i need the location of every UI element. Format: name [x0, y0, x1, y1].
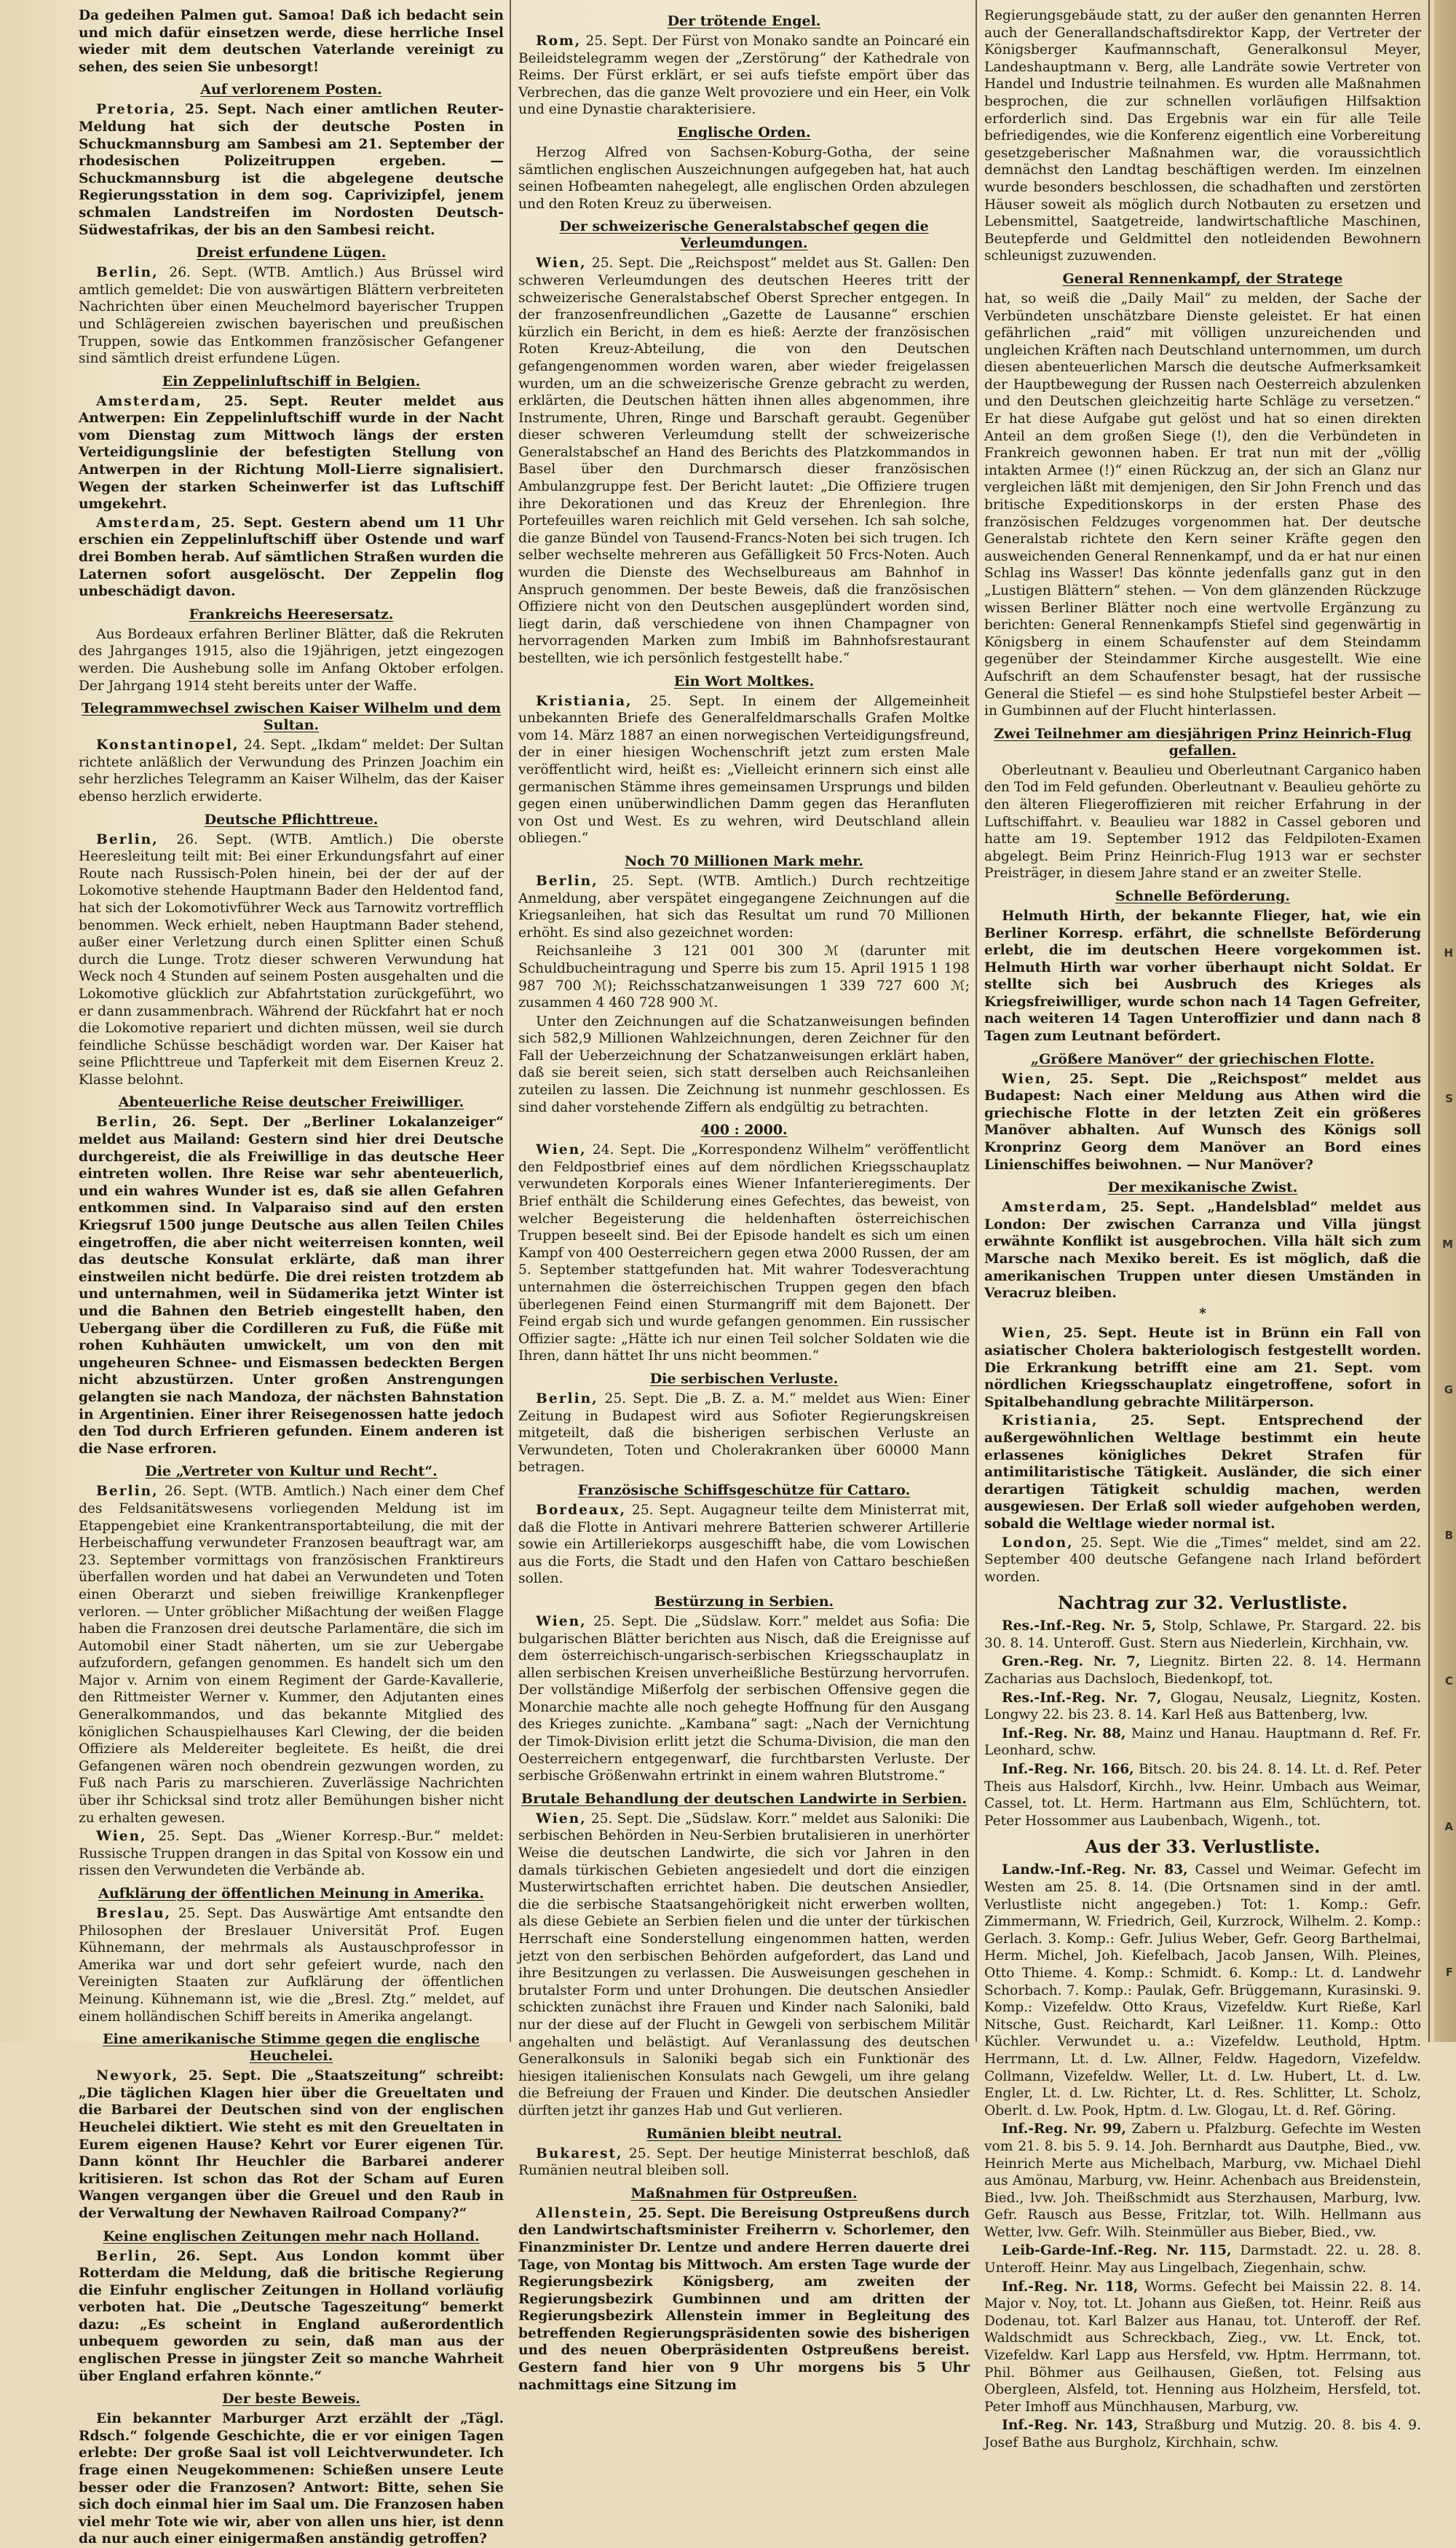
article-headline: Dreist erfundene Lügen.: [196, 245, 387, 261]
edge-letter: M: [1442, 1238, 1453, 1251]
article-headline: Eine amerikanische Stimme gegen die englische Heuchelei.: [102, 2031, 480, 2065]
dateline-place: Berlin,: [536, 1390, 598, 1406]
article-paragraph: [79, 737, 504, 805]
article-paragraph: [518, 1613, 970, 1785]
paragraph-text: 25. Sept. Das Auswärtige Amt entsandte den Philosophen der Breslauer Universität Prof. Eugen Kühnemann, der mehrmals als Austauschprofessor in Amerika war und dort sehr gefeiert wurde, nach den Vereinigten Staaten zur Aufklärung der öffentlichen Meinung. Kühnemann ist, wie die „Bresl. Ztg.“ meldet, auf einem holländischen Schiff bereits in Amerika angelangt.: [79, 1906, 504, 2025]
paragraph-text: 26. Sept. (WTB. Amtlich.) Aus Brüssel wird amtlich gemeldet: Die von auswärtigen Blättern verbreiteten Nachrichten über einen Meuchelmord bayerischer Truppen und Schlägereien zwischen bayerischen und preußischen Truppen, sowie das Entkommen französischer Gefangener sind sämtlich dreist erfundene Lügen.: [79, 265, 504, 367]
article-paragraph: [79, 626, 504, 695]
dateline-place: Wien,: [1002, 1071, 1053, 1087]
article-paragraph: [518, 1811, 970, 2120]
article-paragraph: [984, 908, 1421, 1045]
dateline-place: Berlin,: [96, 2248, 159, 2264]
article-paragraph: [518, 2145, 970, 2180]
paragraph-text: 25. Sept. (WTB. Amtlich.) Durch rechtzeitige Anmeldung, aber verspätet eingegangene Zeichnungen auf die Kriegsanleihen, hat sich das Resultat um rund 70 Millionen erhöht. Es sind also gezeichnet worden:: [518, 873, 970, 941]
article-paragraph: [984, 1325, 1421, 1411]
article-headline: Englische Orden.: [677, 124, 811, 141]
article-paragraph: [518, 1142, 970, 1365]
article-headline: Der schweizerische Generalstabschef gegen die Verleumdungen.: [559, 218, 929, 252]
dateline-place: Berlin,: [536, 873, 598, 889]
article-paragraph: [518, 33, 970, 119]
article-paragraph: [79, 515, 504, 601]
paragraph-text: 25. Sept. „Handelsblad“ meldet aus London: Der zwischen Carranza und Villa jüngst erwähnte Konflikt ist ausgebrochen. Villa hält sich zum Marsche nach Mexiko bereit. Es ist möglich, daß die amerikanischen Truppen unter diesen Umständen in Veracruz bleiben.: [984, 1200, 1421, 1302]
casualty-entry: [984, 1618, 1421, 1652]
article-paragraph: [79, 1828, 504, 1880]
article-paragraph: [518, 144, 970, 213]
column-1: [79, 7, 504, 2547]
paragraph-text: 24. Sept. „Ikdam“ meldet: Der Sultan richtete anläßlich der Verwundung des Prinzen Joachim ein sehr herzliches Telegramm an Kaiser Wilhelm, das der Kaiser ebenso herzlich erwiderte.: [79, 737, 504, 804]
paragraph-text: Da gedeihen Palmen gut. Samoa! Daß ich bedacht sein und mich dafür einsetzen werde, diese herrliche Insel wieder mit dem deutschen Vaterlande vereinigt zu sehen, des seien Sie unbesorgt!: [79, 8, 504, 75]
article-paragraph: [984, 290, 1421, 720]
column-3: [984, 7, 1422, 2450]
dateline-place: London,: [1002, 1535, 1074, 1551]
paragraph-text: 25. Sept. Die Bereisung Ostpreußens durch den Landwirtschaftsminister Freiherrn v. Schorlemer, den Finanzminister Dr. Lentze und andere Herren dauerte drei Tage, von Montag bis Mittwoch. Am ersten Tage wurde der Regierungsbezirk Königsberg, am zweiten der Regierungsbezirk Gumbinnen und am dritten der Regierungsbezirk Allenstein immer in Begleitung des betreffenden Regierungspräsidenten sowie des bisherigen und des neuen Oberpräsidenten Ostpreußens bereist. Gestern fand hier von 9 Uhr morgens bis 5 Uhr nachmittags eine Sitzung im: [518, 2205, 970, 2393]
article-paragraph: [79, 1114, 504, 1457]
article-headline: Abenteuerliche Reise deutscher Freiwilliger.: [118, 1094, 464, 1111]
paragraph-text: 24. Sept. Die „Korrespondenz Wilhelm“ veröffentlicht den Feldpostbrief eines auf dem nördlichen Kriegsschauplatz verwundeten Korporals eines Wiener Infanterieregiments. Der Brief enthält die Schilderung eines Gefechtes, das beweist, von welcher Begeisterung die heldenhaften österreichischen Truppen beseelt sind. Bei der Episode handelt es sich um einen Kampf von 400 Oesterreichern gegen etwa 2000 Russen, der am 5. September stattgefunden hat. Mit wahrer Todesverachtung unternahmen die österreichischen Truppen gegen den bfach überlegenen Feind einen Sturmangriff mit dem Bajonett. Der Feind ergab sich und wurde gefangen genommen. Ein russischer Offizier sagte: „Hätte ich nur einen Teil solcher Soldaten wie die Ihren, dann hättet Ihr uns nicht beommen.“: [518, 1142, 970, 1364]
paragraph-text: Aus Bordeaux erfahren Berliner Blätter, daß die Rekruten des Jahrganges 1915, also die 19jährigen, jetzt eingezogen werden. Die Aushebung solle im Anfang Oktober erfolgen. Der Jahrgang 1914 steht bereits unter der Waffe.: [79, 626, 504, 694]
paragraph-text: 25. Sept. Wie die „Times“ meldet, sind am 22. September 400 deutsche Gefangene nach Irland befördert worden.: [984, 1535, 1421, 1585]
edge-letter: B: [1444, 1529, 1453, 1542]
article-headline: 400 : 2000.: [700, 1122, 788, 1139]
paragraph-text: 25. Sept. Entsprechend der außergewöhnlichen Weltlage bestimmt ein heute erlassenes königliches Dekret Strafen für antimilitaristische Tätigkeit. Ausländer, die sich einer derartigen Tätigkeit schuldig machen, werden ausgewiesen. Der Erlaß soll wieder aufgehoben werden, sobald die Weltlage wieder normal ist.: [984, 1413, 1421, 1532]
article-paragraph: [984, 762, 1421, 882]
article-paragraph: [79, 2068, 504, 2222]
paragraph-text: Unter den Zeichnungen auf die Schatzanweisungen befinden sich 582,9 Millionen Wahlzeichnungen, deren Zeichner für den Fall der Ueberzeichnung der Schatzanweisungen erklärt haben, daß sie bereit seien, sich statt derselben auch Reichsanleihen zuteilen zu lassen. Die Zeichnung ist nunmehr geschlossen. Es sind daher vorstehende Ziffern als endgültig zu betrachten.: [518, 1013, 970, 1115]
article-paragraph: [984, 7, 1421, 265]
paragraph-text: 25. Sept. Der heutige Ministerrat beschloß, daß Rumänien neutral bleiben soll.: [518, 2145, 970, 2179]
dateline-place: Newyork,: [96, 2068, 179, 2084]
article-headline: Der beste Beweis.: [222, 2391, 360, 2407]
paragraph-text: Herzog Alfred von Sachsen-Koburg-Gotha, der seine sämtlichen englischen Auszeichnungen aufgegeben hat, hat auch seinen Hofbeamten nahegelegt, alle englischen Orden abzulegen und den Roten Kreuz zu überweisen.: [518, 144, 970, 212]
dateline-place: Breslau,: [96, 1906, 172, 1921]
casualty-entry: [984, 1725, 1421, 1760]
article-headline: Brutale Behandlung der deutschen Landwirte in Serbien.: [521, 1790, 967, 1807]
dateline-place: Wien,: [536, 1142, 587, 1158]
dateline-place: Kristiania,: [536, 693, 633, 709]
casualty-text: Glogau, Neusalz, Liegnitz, Kosten. Longwy 22. bis 23. 8. 14. Karl Heß aus Battenberg, lvw.: [984, 1690, 1421, 1723]
dateline-place: Wien,: [96, 1829, 147, 1845]
dateline-place: Berlin,: [96, 831, 159, 847]
dateline-place: Berlin,: [96, 1115, 159, 1131]
page-edge-binding: [1434, 0, 1456, 2042]
dateline-place: Amsterdam,: [1002, 1200, 1109, 1216]
paragraph-text: 25. Sept. In einem der Allgemeinheit unbekannten Briefe des Generalfeldmarschalls Grafen Moltke vom 14. März 1887 an einen norwegischen Verteidigungsfreund, der in einer hiesigen Wochenschrift jetzt zum ersten Male veröffentlicht wird, heißt es: „Vielleicht erinnern sich einst alle germanischen Stämme ihres gemeinsamen Ursprungs und bilden gegen einen unüberwindlichen Damm gegen das Heranfluten von Ost und West. Es zu wehren, wird Deutschland allein obliegen.“: [518, 693, 970, 847]
column-rule: [976, 0, 977, 2042]
casualty-entry: [984, 2279, 1421, 2416]
casualty-entry: [984, 1861, 1421, 2119]
article-headline: Zwei Teilnehmer am diesjährigen Prinz Heinrich-Flug gefallen.: [994, 725, 1412, 759]
article-paragraph: [518, 943, 970, 1011]
article-headline: General Rennenkampf, der Stratege: [1062, 270, 1343, 287]
dateline-place: Amsterdam,: [96, 515, 203, 531]
article-paragraph: [518, 1502, 970, 1588]
article-headline: Der trötende Engel.: [667, 13, 821, 29]
article-paragraph: [518, 693, 970, 847]
article-paragraph: [518, 255, 970, 667]
article-headline: Die „Vertreter von Kultur und Recht“.: [145, 1463, 438, 1480]
separator-asterisk: *: [1199, 1305, 1206, 1321]
dateline-place: Pretoria,: [96, 102, 177, 118]
paragraph-text: 25. Sept. Nach einer amtlichen Reuter-Meldung hat sich der deutsche Posten in Schuckmannsburg am Sambesi am 21. September der rhodesischen Polizeitruppen ergeben. — Schuckmannsburg ist die abgelegene deutsche Regierungsstation in dem sog. Caprivizipfel, jenem schmalen Landstreifen im Nordosten Deutsch-Südwestafrikas, der bis an den Sambesi reicht.: [79, 102, 504, 238]
edge-letter: C: [1444, 1674, 1453, 1688]
paragraph-text: 25. Sept. Gestern abend um 11 Uhr erschien ein Zeppelinluftschiff über Ostende und warf drei Bomben herab. Auf sämtlichen Straßen wurden die Laternen sofort ausgelöscht. Der Zeppelin flog unbeschädigt davon.: [79, 515, 504, 600]
paragraph-text: Oberleutnant v. Beaulieu und Oberleutnant Carganico haben den Tod im Feld gefunden. Oberleutnant v. Beaulieu gehörte zu den älteren Fliegeroffizieren mit reicher Erfahrung in der Luftschiffahrt. v. Beaulieu war 1882 in Cassel geboren und hatte am 19. September 1912 das Feldpiloten-Examen abgelegt. Beim Prinz Heinrich-Flug 1913 war er sechster Preisträger, in diesem Jahre stand er an zweiter Stelle.: [984, 762, 1421, 882]
article-paragraph: [984, 1199, 1421, 1302]
article-paragraph: [79, 2410, 504, 2548]
article-headline: Rumänien bleibt neutral.: [646, 2125, 842, 2142]
paragraph-text: 25. Sept. Die „Reichspost“ meldet aus St. Gallen: Den schweren Verleumdungen des deutschen Heeres tritt der schweizerische Generalstabschef Oberst Sprecher entgegen. In der franzosenfreundlichen „Gazette de Lausanne“ erschien kürzlich ein Bericht, in dem es hieß: Aerzte der französischen Roten Kreuz-Abteilung, die von den Deutschen gefangengenommen worden waren, aber wieder freigelassen wurden, um an die schweizerische Grenze gebracht zu werden, erklärten, die Deutschen hätten ihnen alles abgenommen, ihre Instrumente, Uhren, Ringe und Barschaft geraubt. Gegenüber dieser schweren Verleumdung stellt der schweizerische Generalstabschef an Hand des Berichts des Platzkommandos in Basel über den Durchmarsch dieser französischen Ambulanzgruppe fest. Der Bericht lautet: „Die Offiziere trugen ihre Dekorationen und das Kreuz der Ehrenlegion. Ihre Portefeuilles waren reichlich mit Geld versehen. Ich sah solche, die ganze Bündel von Tausend-Francs-Noten bei sich trugen. Ich selber wechselte mehreren aus Gefälligkeit 50 Frcs-Noten. Auch wurden die Dienste des Wechselbureaus am Bahnhof in Anspruch genommen. Der beste Beweis, daß die französischen Offiziere nicht von den Deutschen ausgeplündert worden sind, liegt darin, daß verschiedene von ihnen Champagner von hervorragenden Marken zum Imbiß im Bahnhofsrestaurant bestellten, wie ich persönlich festgestellt habe.“: [518, 256, 970, 666]
paragraph-text: 26. Sept. (WTB. Amtlich.) Die oberste Heeresleitung teilt mit: Bei einer Erkundungsfahrt auf einer Route nach Russisch-Polen hinein, bei der der auf der Lokomotive stehende Hauptmann Bader den Heldentod fand, hat sich der Lokomotivführer Weck aus Tarnowitz vortrefflich benommen. Weck erhielt, neben Hauptmann Bader stehend, außer einer Verletzung durch einen Splitter einen Schuß durch die Lunge. Trotz dieser schweren Verwundung hat Weck noch 4 Stunden auf seinem Posten ausgehalten und die Lokomotive glücklich zur Abfahrtstation zurückgeführt, wo er dann zusammenbrach. Während der Rückfahrt hat er noch die Lokomotive repariert und dichten müssen, weil sie durch feindliche Schüsse beschädigt worden war. Der Kaiser hat seine Pflichttreue und Tapferkeit mit dem Eisernen Kreuz 2. Klasse belohnt.: [79, 831, 504, 1088]
article-headline: „Größere Manöver“ der griechischen Flotte.: [1031, 1051, 1374, 1067]
article-headline: Französische Schiffsgeschütze für Cattaro.: [577, 1481, 911, 1498]
article-headline: Aufklärung der öffentlichen Meinung in Amerika.: [98, 1886, 484, 1902]
column-rule: [510, 0, 511, 2042]
paragraph-text: 26. Sept. (WTB. Amtlich.) Nach einer dem Chef des Feldsanitätswesens vorliegenden Meldung ist im Etappengebiet eine Krankentransportabteilung, die mit der Herbeischaffung verwundeter Franzosen beauftragt war, am 23. September vormittags von französischen Franktireurs überfallen worden und hat dabei an Verwundeten und Toten einen Oberarzt und sieben freiwillige Krankenpfleger verloren. — Unter gröblicher Mißachtung der weißen Flagge haben die Franzosen drei deutsche Parlamentäre, die sich im Automobil einer Stadt näherten, um sie zur Uebergabe aufzufordern, gefangen genommen. Es handelt sich um den Major v. Arnim von einem Regiment der Garde-Kavallerie, den Rittmeister Werner v. Kummer, den Adjutanten eines Generalkommandos, und das bekannte Mitglied des königlichen Schauspielhauses Karl Clewing, der die beiden Offiziere als Meldereiter begleitete. Es heißt, die drei Gefangenen wären noch obendrein gezwungen worden, zu Fuß nach Paris zu marschieren. Zuverlässige Nachrichten über ihr Schicksal sind trotz aller Bemühungen bisher nicht zu erhalten gewesen.: [79, 1484, 504, 1826]
paragraph-text: Reichsanleihe 3 121 001 300 ℳ (darunter mit Schuldbucheintragung und Sperre bis zum 15. April 1915 1 198 987 700 ℳ); Reichsschatzanweisungen 1 339 727 600 ℳ; zusammen 4 460 728 900 ℳ.: [518, 943, 970, 1011]
dateline-place: Wien,: [536, 1613, 587, 1629]
paragraph-text: 25. Sept. Heute ist in Brünn ein Fall von asiatischer Cholera bakteriologisch festgestellt worden. Die Erkrankung betrifft eine am 21. Sept. vom nördlichen Kriegsschauplatz eingetroffene, sofort in Spitalbehandlung gebrachte Militärperson.: [984, 1326, 1421, 1410]
casualty-entry: [984, 1690, 1421, 1724]
regiment-name: Inf.-Reg. Nr. 118,: [1002, 2279, 1139, 2295]
paragraph-text: 26. Sept. Der „Berliner Lokalanzeiger“ meldet aus Mailand: Gestern sind hier drei Deutsche durchgereist, die als Freiwillige in das deutsche Heer eintreten wollen. Ihre Reise war sehr abenteuerlich, und ein wahres Wunder ist es, daß sie allen Gefahren entkommen sind. In Valparaiso sind auf den ersten Kriegsruf 1500 junge Deutsche aus allen Teilen Chiles eingetroffen, die aber nicht weiterreisen konnten, weil das deutsche Konsulat erklärte, daß man ihrer einstweilen nicht bedürfe. Die drei reisten trotzdem ab und unternahmen, weil in Südamerika jetzt Winter ist und die Bahnen den Betrieb eingestellt haben, den Uebergang über die Cordilleren zu Fuß, die Füße mit rohen Kuhhäuten umwickelt, um von den mit ungeheuren Schnee- und Eismassen bedeckten Bergen nicht abzustürzen. Unter großen Anstrengungen gelangten sie nach Mandoza, der nächsten Bahnstation in Argentinien. Einer ihrer Reisegenossen hatte jedoch den Tod durch Erfrieren gefunden. Einem anderen ist die Nase erfroren.: [79, 1115, 504, 1457]
paragraph-text: 25. Sept. Die „Reichspost“ meldet aus Budapest: Nach einer Meldung aus Athen wird die griechische Flotte in der letzten Zeit ein größeres Manöver abhalten. Auf Wunsch des Königs soll Kronprinz Georg dem Manöver an Bord eines Linienschiffes beiwohnen. — Nur Manöver?: [984, 1071, 1421, 1173]
article-paragraph: [79, 2248, 504, 2386]
edge-letter: H: [1444, 946, 1453, 960]
article-paragraph: [79, 264, 504, 368]
edge-letter: S: [1445, 1092, 1453, 1105]
article-paragraph: [79, 1905, 504, 2025]
article-headline: Telegrammwechsel zwischen Kaiser Wilhelm und dem Sultan.: [81, 700, 502, 734]
paragraph-text: 25. Sept. Die „Südslaw. Korr.“ meldet aus Saloniki: Die serbischen Behörden in Neu-Serbien brutalisieren in unerhörter Weise die deutschen Landwirte, die sich vor Jahren in den damals türkischen Gebieten angesiedelt und dort die einzigen Musterwirtschaften errichtet haben. Die deutschen Ansiedler, die die serbische Staatsangehörigkeit nicht erwerben wollten, als diese Gebiete an Serbien fielen und die unter der türkischen Herrschaft eine Sonderstellung eingenommen hatten, werden jetzt von den serbischen Behörden aufgefordert, das Land und ihre Besitzungen zu verlassen. Die Ausweisungen geschehen in brutalster Form und unter Drohungen. Die deutschen Ansiedler schickten zunächst ihre Frauen und Kinder nach Saloniki, bald nur der diese auf der Flucht in Gewgeli von serbischem Militär angehalten und belästigt. Auf Veranlassung des deutschen Generalkonsuls in Saloniki begab sich ein Funktionär des hiesigen italienischen Konsulats nach Gewgeli, um ihre gelang die Befreiung der Frauen und Kinder. Die deutschen Ansiedler dürften jetzt ihr ganzes Hab und Gut verlieren.: [518, 1811, 970, 2118]
section-heading: Nachtrag zur 32. Verlustliste.: [1057, 1592, 1348, 1614]
article-headline: Die serbischen Verluste.: [649, 1370, 839, 1387]
paragraph-text: 25. Sept. Augagneur teilte dem Ministerrat mit, daß die Flotte in Antivari mehrere Batterien schwerer Artillerie sowie ein Artilleriekorps ausgeschifft habe, die vom Lowischen aus die Forts, die Stadt und den Hafen von Cattaro beschießen sollen.: [518, 1502, 970, 1587]
article-headline: Keine englischen Zeitungen mehr nach Holland.: [103, 2228, 480, 2244]
regiment-name: Inf.-Reg. Nr. 88,: [1002, 1725, 1126, 1741]
regiment-name: Inf.-Reg. Nr. 99,: [1002, 2121, 1126, 2137]
edge-letter: F: [1445, 1966, 1453, 1979]
casualty-text: Stolp, Schlawe, Pr. Stargard. 22. bis 30. 8. 14. Unteroff. Gust. Stern aus Niederlein, Kirchhain, vw.: [984, 1618, 1421, 1651]
regiment-name: Gren.-Reg. Nr. 7,: [1002, 1654, 1141, 1670]
casualty-entry: [984, 1653, 1421, 1688]
casualty-entry: [984, 2417, 1421, 2451]
paragraph-text: 25. Sept. Das „Wiener Korresp.-Bur.“ meldet: Russische Truppen drangen in das Spital von Kossow ein und rissen den Verwundeten die Verbände ab.: [79, 1829, 504, 1879]
casualty-text: Worms. Gefecht bei Maissin 22. 8. 14. Major v. Noy, tot. Lt. Johann aus Gießen, tot. Heinr. Reiß aus Dodenau, tot. Karl Balzer aus Hanau, tot. Unteroff. der Ref. Waldschmidt aus Schreckbach, Zieg., vw. Lt. Enck, tot. Vizefeldw. Karl Lapp aus Hersfeld, vw. Hptm. Herrmann, tot. Phil. Böhmer aus Geilhausen, Gießen, tot. Felsing aus Obergleen, Alsfeld, tot. Henning aus Holzheim, Hersfeld, tot. Peter Imhoff aus Münchhausen, Marburg, vw.: [984, 2279, 1421, 2415]
regiment-name: Res.-Inf.-Reg. Nr. 5,: [1002, 1618, 1156, 1634]
edge-letter: G: [1444, 1383, 1453, 1396]
article-paragraph: [518, 2205, 970, 2394]
paragraph-text: 25. Sept. Die „Staatszeitung“ schreibt: „Die täglichen Klagen hier über die Greueltaten und die Barbarei der Deutschen sind von der englischen Heuchelei diktiert. Wie steht es mit den Greueltaten in Eurem eigenen Hause? Kehrt vor Eurer eigenen Tür. Dann könnt Ihr Heuchler die Barbarei anderer kritisieren. Ist schon das Rot der Scham auf Euren Wangen vergangen über die Greuel und den Raub in der Verwaltung der Newhaven Railroad Company?“: [79, 2068, 504, 2221]
paragraph-text: 25. Sept. Die „B. Z. a. M.“ meldet aus Wien: Einer Zeitung in Budapest wird aus Sofioter Regierungskreisen mitgeteilt, daß die bisherigen serbischen Verluste an Verwundeten, Toten und Cholerakranken über 60000 Mann betragen.: [518, 1390, 970, 1476]
paragraph-text: Regierungsgebäude statt, zu der außer den genannten Herren auch der Generallandschaftsdirektor Kapp, der Vertreter der Königsberger Kaufmannschaft, Generalkonsul Meyer, Landeshauptmann v. Berg, alle Landräte sowie Vertreter von Handel und Industrie teilnahmen. Es wurden alle Maßnahmen besprochen, die zur schnellen vorläufigen Hilfsaktion erforderlich sind. Das Ergebnis war ein für alle Teile befriedigendes, wie die Konferenz eigentlich eine Vorbereitung gesetzgeberischer Maßnahmen war, die voraussichtlich demnächst den Landtag beschäftigen werden. Im einzelnen wurde besonders beschlossen, die schadhaften und zerstörten Häuser soweit als möglich durch Notbauten zu ersetzen und Lebensmittel, Saatgetreide, landwirtschaftliche Maschinen, Beutepferde und Geldmittel den notleidenden Bewohnern schleunigst zuzuwenden.: [984, 8, 1421, 264]
dateline-place: Amsterdam,: [96, 393, 203, 409]
article-headline: Auf verlorenem Posten.: [200, 82, 382, 98]
column-2: [518, 7, 970, 2393]
article-paragraph: [79, 393, 504, 513]
casualty-text: Zabern u. Pfalzburg. Gefechte im Westen vom 21. 8. bis 5. 9. 14. Joh. Bernhardt aus Dautphe, Bied., vw. Heinrich Merte aus Michelbach, Marburg, vw. Michael Diehl aus Amönau, Marburg, vw. Heinr. Achenbach aus Breidenstein, Bied., lvw. Joh. Theißschmidt aus Sterzhausen, Marburg, lvw. Gefr. Rausch aus Besse, Fritzlar, tot. Wilh. Hellmann aus Wetter, lvw. Gefr. Wilh. Steinmüller aus Bieber, Bied., vw.: [984, 2121, 1421, 2240]
regiment-name: Res.-Inf.-Reg. Nr. 7,: [1002, 1690, 1162, 1706]
article-paragraph: [79, 831, 504, 1089]
casualty-entry: [984, 1761, 1421, 1829]
article-headline: Bestürzung in Serbien.: [654, 1593, 834, 1610]
paragraph-text: 26. Sept. Aus London kommt über Rotterdam die Meldung, daß die britische Regierung die Einfuhr englischer Zeitungen in Holland vorläufig verboten hat. Die „Deutsche Tageszeitung“ bemerkt dazu: „Es scheint in England außerordentlich unbequem geworden zu sein, daß man aus der englischen Presse in jüngster Zeit so manche Wahrheit über England erfahren könnte.“: [79, 2248, 504, 2384]
article-headline: Frankreichs Heeresersatz.: [189, 606, 394, 622]
casualty-text: Bitsch. 20. bis 24. 8. 14. Lt. d. Ref. Peter Theis aus Halsdorf, Kirchh., lvw. Heinr. Umbach aus Weimar, Cassel, tot. Lt. Herm. Hartmann aus Elm, Schlüchtern, tot. Peter Hossommer aus Laubenbach, Wigenh., tot.: [984, 1762, 1421, 1829]
article-headline: Schnelle Beförderung.: [1115, 887, 1291, 904]
article-paragraph: [518, 1390, 970, 1476]
casualty-text: Cassel und Weimar. Gefecht im Westen am 25. 8. 14. (Die Ortsnamen sind in der amtl. Verlustliste nicht angegeben.) Tot: 1. Komp.: Gefr. Zimmermann, W. Friedrich, Geil, Kurzrock, Wilhelm. 2. Komp.: Gerlach. 3. Komp.: Gefr. Julius Weber, Gefr. Georg Barthelmai, Herm. Michel, Joh. Kiefelbach, Jacob Jansen, Wilh. Pleines, Otto Thieme. 4. Komp.: Schmidt. 6. Komp.: Lt. d. Landwehr Schorbach. 7. Komp.: Paulak, Gefr. Brüggemann, Kurasinski. 9. Komp.: Vizefeldw. Otto Kraus, Vizefeldw. Kurt Rieße, Karl Nitsche, Gust. Reichardt, Karl Leißner. 11. Komp.: Otto Küchler. Verwundet u. a.: Vizefeldw. Leuthold, Hptm. Herrmann, Lt. d. Lw. Allner, Feldw. Hagedorn, Vizefeldw. Collmann, Vizefeldw. Weller, Lt. d. Lw. Hubert, Lt. d. Lw. Engler, Lt. d. Lw. Richter, Lt. d. Res. Schlitter, Lt. Scholz, Oberlt. d. Lw. Pook, Hptm. d. Lw. Glogau, Lt. d. Ref. Göring.: [984, 1862, 1421, 2118]
dateline-place: Kristiania,: [1002, 1413, 1099, 1429]
regiment-name: Landw.-Inf.-Reg. Nr. 83,: [1002, 1862, 1188, 1878]
paragraph-text: 25. Sept. Die „Südslaw. Korr.“ meldet aus Sofia: Die bulgarischen Blätter berichten aus Nisch, daß die Ereignisse auf dem österreichisch-ungarisch-serbischen Kriegsschauplatz in allen serbischen Kreisen unverheißliche Bestürzung hervorrufen. Der vollständige Mißerfolg der serbischen Offensive gegen die Monarchie machte alle noch gehegte Hoffnung für den Ausgang des Krieges zunichte. „Kambana“ sagt: „Nach der Vernichtung der Timok-Division erlitt jetzt die Schuma-Division, die man den Oesterreichern entgegenwarf, die furchtbarsten Verluste. Der serbische Größenwahn ertrinkt in einem wahren Blutstrome.“: [518, 1613, 970, 1784]
dateline-place: Wien,: [536, 256, 587, 272]
dateline-place: Bordeaux,: [536, 1502, 627, 1518]
article-paragraph: [518, 873, 970, 941]
casualty-entry: [984, 2121, 1421, 2241]
article-paragraph: [984, 1412, 1421, 1532]
dateline-place: Wien,: [536, 1811, 587, 1827]
paragraph-text: 25. Sept. Reuter meldet aus Antwerpen: Ein Zeppelinluftschiff wurde in der Nacht vom Dienstag zum Mittwoch längs der ersten Verteidigungslinie der befestigten Stellung von Antwerpen in der Richtung Moll-Lierre signalisiert. Wegen der starken Scheinwerfer ist das Luftschiff umgekehrt.: [79, 393, 504, 513]
paragraph-text: 25. Sept. Der Fürst von Monako sandte an Poincaré ein Beileidstelegramm wegen der „Zerstörung“ der Kathedrale von Reims. Der Fürst erklärt, er sei aufs tiefste empört über das Verbrechen, das die ganze Welt provoziere und ein Heer, ein Volk und eine Dynastie charakterisiere.: [518, 33, 970, 118]
paragraph-text: Ein bekannter Marburger Arzt erzählt der „Tägl. Rdsch.“ folgende Geschichte, die er vor einigen Tagen erlebte: Der große Saal ist voll Leichtverwundeter. Ich frage einen Neugekommenen: Schießen unsere Leute besser oder die Franzosen? Antwort: Bitte, sehen Sie sich doch einmal hier im Saal um. Die Franzosen haben viel mehr Tote wie wir, aber von allen uns hier, ist denn da nur auch einer einigermaßen anständig getroffen?: [79, 2411, 504, 2547]
casualty-text: Straßburg und Mutzig. 20. 8. bis 4. 9. Josef Bathe aus Burgholz, Kirchhain, schw.: [984, 2418, 1421, 2450]
dateline-place: Wien,: [1002, 1326, 1053, 1342]
dateline-place: Berlin,: [96, 265, 159, 281]
casualty-text: Darmstadt. 22. u. 28. 8. Unteroff. Heinr. May aus Lingelbach, Ziegenhain, schw.: [984, 2243, 1422, 2276]
dateline-place: Bukarest,: [536, 2145, 623, 2161]
article-paragraph: [79, 7, 504, 76]
dateline-place: Allenstein,: [536, 2205, 634, 2221]
section-heading: Aus der 33. Verlustliste.: [1085, 1836, 1321, 1858]
regiment-name: Inf.-Reg. Nr. 166,: [1002, 1762, 1134, 1778]
edge-letter: A: [1444, 1820, 1453, 1833]
casualty-text: Liegnitz. Birten 22. 8. 14. Hermann Zacharias aus Dachsloch, Biedenkopf, tot.: [984, 1654, 1421, 1688]
dateline-place: Berlin,: [96, 1484, 159, 1500]
article-paragraph: [518, 1013, 970, 1117]
article-paragraph: [984, 1535, 1421, 1586]
dateline-place: Konstantinopel,: [96, 737, 240, 753]
article-paragraph: [79, 1483, 504, 1827]
paragraph-text: Helmuth Hirth, der bekannte Flieger, hat, wie ein Berliner Korresp. erfährt, die schnellste Beförderung erlebt, die im deutschen Heere vorgekommen ist. Helmuth Hirth war vorher überhaupt nicht Soldat. Er stellte sich bei Ausbruch des Krieges als Kriegsfreiwilliger, wurde schon nach 14 Tagen Gefreiter, nach weiteren 14 Tagen Unteroffizier und dann nach 8 Tagen zum Leutnant befördert.: [984, 908, 1421, 1045]
article-headline: Maßnahmen für Ostpreußen.: [630, 2185, 858, 2201]
dateline-place: Rom,: [536, 33, 582, 49]
article-headline: Ein Zeppelinluftschiff in Belgien.: [162, 373, 421, 389]
regiment-name: Inf.-Reg. Nr. 143,: [1002, 2418, 1139, 2434]
article-paragraph: [79, 101, 504, 239]
column-rule: [1428, 0, 1430, 2042]
paragraph-text: hat, so weiß die „Daily Mail“ zu melden, der Sache der Verbündeten unschätzbare Dienste geleistet. Er hat einen gefährlichen „raid“ mit völligen unzureichenden und ungleichen Kräften nach Deutschland unternommen, um durch diesen abenteuerlichen Marsch die deutsche Aufmerksamkeit der Hauptbewegung der Russen nach Oesterreich abzulenken und den Deutschen gleichzeitig harte Schläge zu versetzen.“ Er hat diese Aufgabe gut gelöst und hat so einen direkten Anteil an dem großen Siege (!), den die Verbündeten in Frankreich gewonnen haben. Er trat nun mit der „völlig intakten Armee (!)“ einen Rückzug an, der sich an Glanz nur vergleichen läßt mit demjenigen, den Sir John French und das britische Expeditionskorps in der ersten Phase des französischen Feldzuges vorgenommen hat. Der deutsche Generalstab richtete den Kern seiner Kräfte gegen den ausweichenden General Rennenkampf, und da er hat nur einen Schlag ins Wasser! Das könnte jedenfalls ganz gut in den „Lustigen Blättern“ stehen. — Von dem glänzenden Rückzuge wissen Berliner Blätter noch eine wertvolle Ergänzung zu berichten: General Rennenkampfs Stiefel sind gegenwärtig in Königsberg in einem Schaufenster auf dem Steindamm gegenüber der Steindammer Kirche ausgestellt. Wie eine Aufschrift an dem Schaufenster besagt, hat der russische General die Stiefel — es sind hohe Stulpstiefel bester Arbeit — in Gumbinnen auf der Flucht hinterlassen.: [984, 290, 1421, 719]
article-headline: Deutsche Pflichttreue.: [204, 811, 379, 828]
article-headline: Noch 70 Millionen Mark mehr.: [624, 852, 864, 869]
casualty-text: Mainz und Hanau. Hauptmann d. Ref. Fr. Leonhard, schw.: [984, 1725, 1421, 1759]
article-headline: Ein Wort Moltkes.: [673, 673, 815, 689]
regiment-name: Leib-Garde-Inf.-Reg. Nr. 115,: [1002, 2243, 1232, 2259]
article-paragraph: [984, 1071, 1421, 1174]
article-headline: Der mexikanische Zwist.: [1107, 1179, 1298, 1196]
casualty-entry: [984, 2242, 1421, 2276]
